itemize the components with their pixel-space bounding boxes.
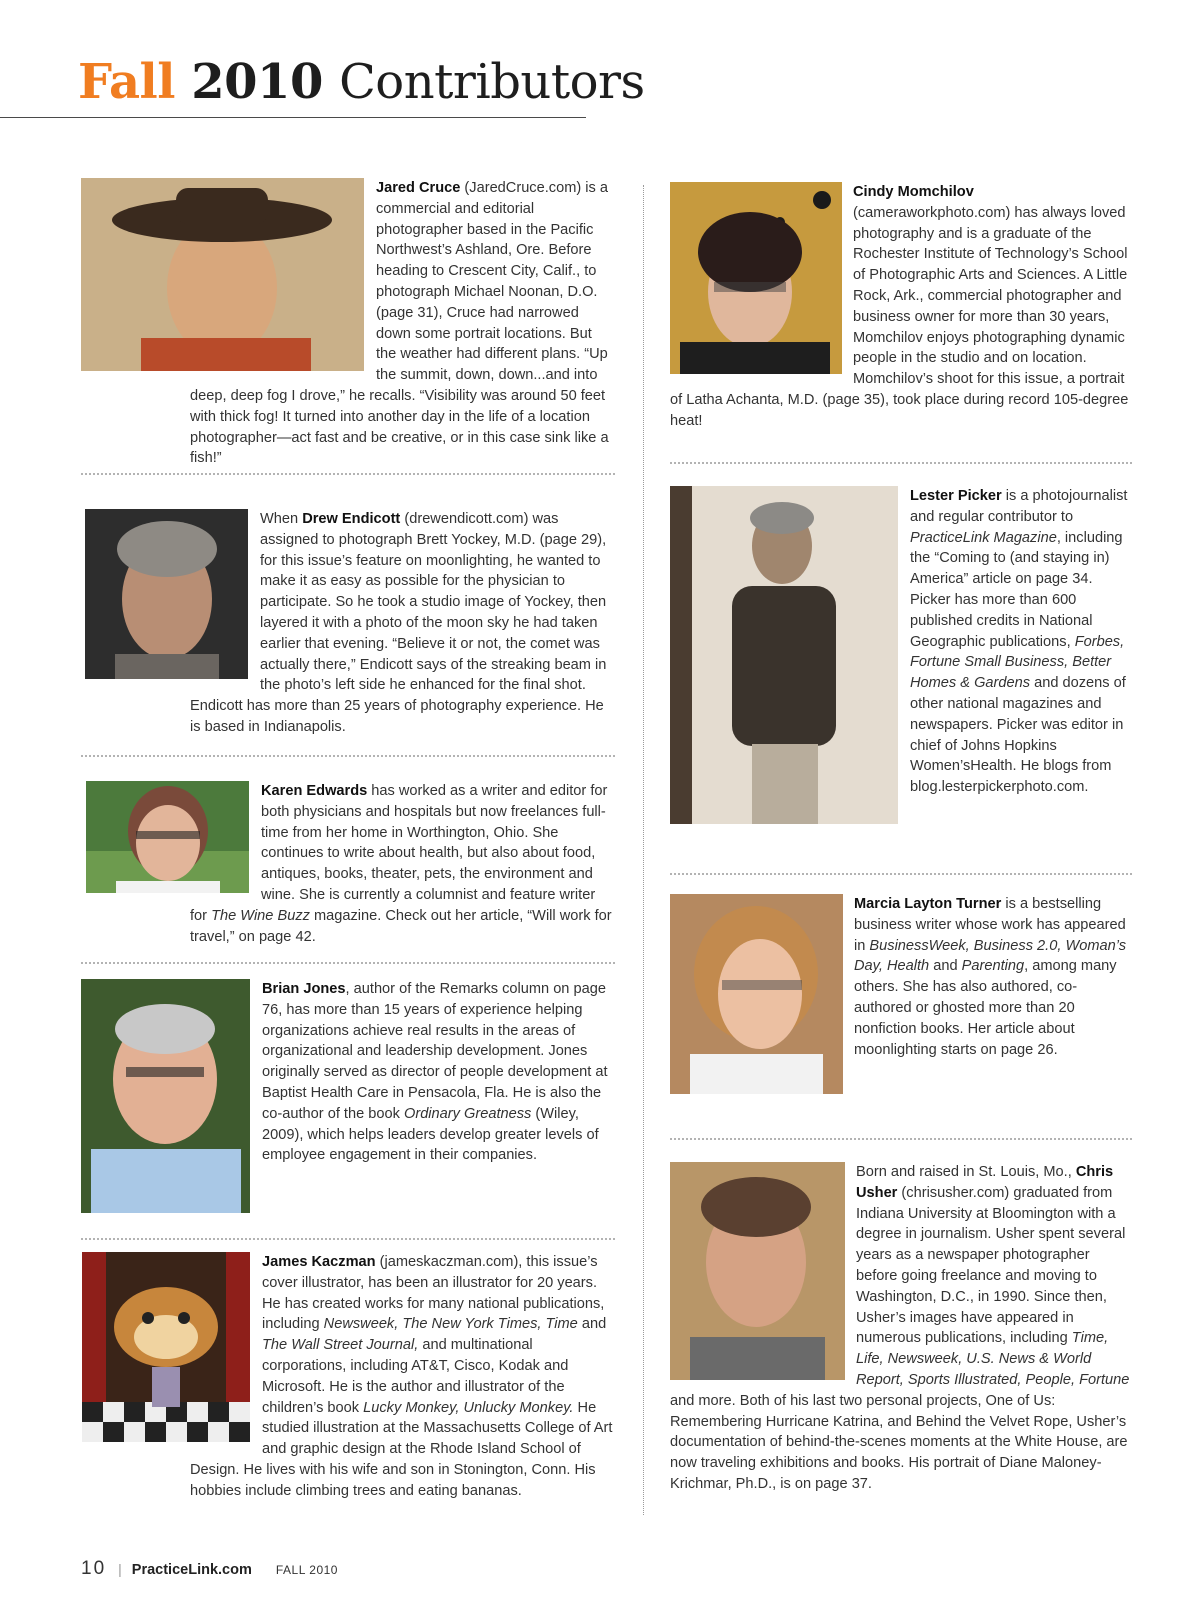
title-word: Contributors (339, 54, 645, 110)
title-year: 2010 (191, 54, 323, 110)
contributor-jared-cruce (190, 178, 615, 469)
contributor-name: Drew Endicott (302, 511, 401, 527)
contributor-karen-edwards (190, 781, 615, 947)
contributor-chris-usher (670, 1162, 1132, 1495)
contributor-brian-jones (190, 979, 615, 1213)
portrait-photo (85, 509, 248, 679)
contributor-lester-picker (670, 486, 1132, 824)
entry-divider (81, 1238, 615, 1240)
portrait-photo (81, 979, 250, 1213)
footer-separator: | (118, 1561, 122, 1577)
contributor-bio: Marcia Layton Turner is a bestselling business writer whose work has appeared in BusinessWeek, Business 2.0, Woman’s Day, Health and Parenting, among many others. She has also authored, co-authored or ghosted more than 20 nonfiction books. Her article about moonlighting starts on page 26. (854, 896, 1127, 1058)
contributor-bio: Lester Picker is a photojournalist and regular contributor to PracticeLink Magazine, including the “Coming to (and staying in) America” article on page 34. Picker has more than 600 published credits in National Geographic publications, Forbes, Fortune Small Business, Better Homes & Gardens and dozens of other national magazines and newspapers. Picker was editor in chief of Johns Hopkins Women’sHealth. He blogs from blog.lesterpickerphoto.com. (910, 488, 1128, 796)
title-season: Fall (78, 54, 176, 110)
contributor-name: Brian Jones (262, 981, 346, 997)
contributor-james-kaczman (190, 1252, 615, 1502)
contributor-name: Lester Picker (910, 488, 1002, 504)
contributor-bio: Brian Jones, author of the Remarks column on page 76, has more than 15 years of experience helping organizations achieve real results in the areas of organizational and leadership development. Jones originally served as director of people development at Baptist Health Care in Pensacola, Fla. He is also the co-author of the book Ordinary Greatness (Wiley, 2009), which helps leaders develop greater levels of employee engagement in their companies. (262, 981, 608, 1164)
footer-site: PracticeLink.com (131, 1562, 252, 1578)
entry-divider (670, 1138, 1132, 1140)
entry-divider (81, 473, 615, 475)
column-divider (643, 185, 644, 1515)
entry-divider (81, 755, 615, 757)
page-title (78, 52, 645, 112)
entry-divider (670, 873, 1132, 875)
portrait-photo (81, 178, 364, 371)
contributor-name: Marcia Layton Turner (854, 896, 1002, 912)
footer-issue: FALL 2010 (275, 1563, 338, 1577)
contributor-bio: When Drew Endicott (drewendicott.com) was assigned to photograph Brett Yockey, M.D. (page 29), for this issue’s feature on moonlighting, he wanted to make it as easy as possible for the physician to participate. So he took a studio image of Yockey, then layered it with a photo of the moon sky he had taken earlier that evening. “Believe it or not, the comet was actually there,” Endicott says of the streaking beam in the photo’s left side he enhanced for the final shot. Endicott has more than 25 years of photography experience. He is based in Indianapolis. (190, 511, 607, 735)
portrait-photo (670, 894, 843, 1094)
contributor-drew-endicott (190, 509, 615, 738)
contributor-marcia-layton-turner (670, 894, 1132, 1094)
title-rule (0, 117, 586, 118)
contributor-name: James Kaczman (262, 1254, 376, 1270)
contributor-name: Jared Cruce (376, 180, 461, 196)
monkey-illustration (82, 1252, 250, 1442)
portrait-photo (670, 1162, 845, 1380)
page-footer (81, 1558, 338, 1580)
contributor-bio: Born and raised in St. Louis, Mo., Chris Usher (chrisusher.com) graduated from Indiana University at Bloomington with a degree in journalism. Usher spent several years as a newspaper photographer before going freelance and moving to Washington, D.C., in 1990. Since then, Usher’s images have appeared in numerous publications, including Time, Life, Newsweek, U.S. News & World Report, Sports Illustrated, People, Fortune and more. Both of his last two personal projects, One of Us: Remembering Hurricane Katrina, and Behind the Velvet Rope, Usher’s documentation of behind-the-scenes moments at the White House, are now traveling exhibitions and books. His portrait of Diane Maloney-Krichmar, Ph.D., is on page 37. (670, 1164, 1130, 1492)
contributor-name: Karen Edwards (261, 783, 368, 799)
entry-divider (670, 462, 1132, 464)
page-number: 10 (81, 1558, 107, 1579)
contributor-bio: Cindy Momchilov (cameraworkphoto.com) has always loved photography and is a graduate of the Rochester Institute of Technology’s School of Photographic Arts and Sciences. A Little Rock, Ark., commercial photographer and business owner for more than 30 years, Momchilov enjoys photographing dynamic people in the studio and on location. Momchilov’s shoot for this issue, a portrait of Latha Achanta, M.D. (page 35), took place during record 105-degree heat! (670, 184, 1129, 429)
portrait-photo (670, 486, 898, 824)
entry-divider (81, 962, 615, 964)
contributor-bio: Karen Edwards has worked as a writer and editor for both physicians and hospitals but now freelances full-time from her home in Worthington, Ohio. She continues to write about health, but also about food, antiques, books, theater, pets, the environment and wine. She is currently a columnist and feature writer for The Wine Buzz magazine. Check out her article, “Will work for travel,” on page 42. (190, 783, 612, 945)
contributor-bio: James Kaczman (jameskaczman.com), this issue’s cover illustrator, has been an illustrator for 20 years. He has created works for many national publications, including Newsweek, The New York Times, Time and The Wall Street Journal, and multinational corporations, including AT&T, Cisco, Kodak and Microsoft. He is the author and illustrator of the children’s book Lucky Monkey, Unlucky Monkey. He studied illustration at the Massachusetts College of Art and graphic design at the Rhode Island School of Design. He lives with his wife and son in Stonington, Conn. His hobbies include climbing trees and eating bananas. (190, 1254, 613, 1499)
contributor-name: Cindy Momchilov (853, 184, 974, 200)
contributor-cindy-momchilov (670, 182, 1132, 432)
portrait-photo (86, 781, 249, 893)
contributor-bio: Jared Cruce (JaredCruce.com) is a commercial and editorial photographer based in the Pacific Northwest’s Ashland, Ore. Before heading to Crescent City, Calif., to photograph Michael Noonan, D.O. (page 31), Cruce had narrowed down some portrait locations. But the weather had different plans. “Up the summit, down, down...and into deep, deep fog I drove,” he recalls. “Visibility was around 50 feet with thick fog! It turned into another day in the life of a location photographer—act fast and be creative, or in this case sink like a fish!” (190, 180, 609, 467)
contributor-name: Chris Usher (856, 1164, 1114, 1201)
portrait-photo (670, 182, 842, 374)
